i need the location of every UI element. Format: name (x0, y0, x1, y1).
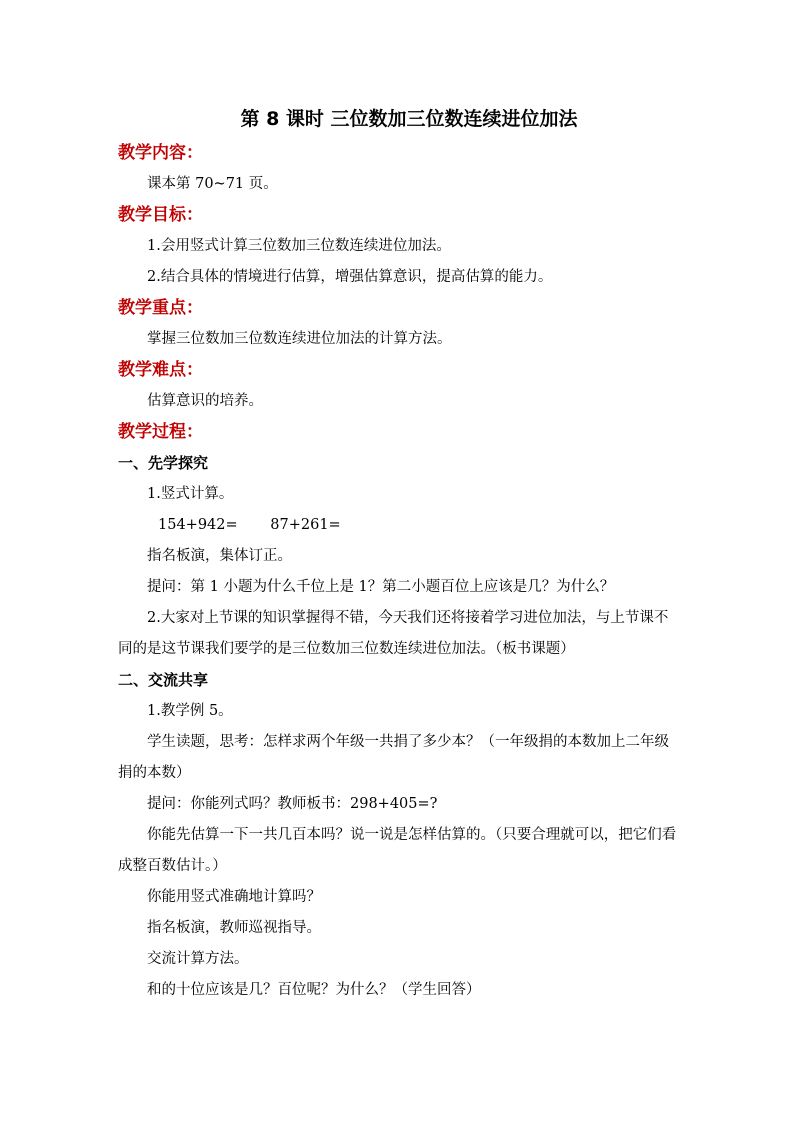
part1-line-1: 1.竖式计算。 (147, 486, 234, 502)
goal-item-2: 2.结合具体的情境进行估算，增强估算意识，提高估算的能力。 (147, 269, 553, 285)
key-text: 掌握三位数加三位数连续进位加法的计算方法。 (147, 331, 452, 347)
heading-process: 教学过程： (118, 422, 203, 442)
heading-content: 教学内容： (118, 143, 203, 163)
heading-key: 教学重点： (118, 298, 203, 318)
part2-line-4: 你能先估算一下一共几百本吗？说一说是怎样估算的。（只要合理就可以，把它们看成整百数估计。） (118, 827, 677, 874)
part2-line-5: 你能用竖式准确地计算吗？ (147, 889, 321, 905)
part1-title: 一、先学探究 (118, 454, 209, 472)
heading-goals: 教学目标： (118, 205, 203, 225)
part2-line-2: 学生读题，思考：怎样求两个年级一共捐了多少本？（一年级捐的本数加上二年级捐的本数） (118, 734, 669, 781)
equation-2: 87+261= (270, 517, 341, 533)
part1-line-3: 提问：第 1 小题为什么千位上是 1？第二小题百位上应该是几？为什么？ (147, 579, 615, 595)
part2-line-7: 交流计算方法。 (147, 951, 249, 967)
difficulty-text: 估算意识的培养。 (147, 393, 263, 409)
part2-line-8: 和的十位应该是几？百位呢？为什么？（学生回答） (147, 982, 481, 998)
content-text: 课本第 70~71 页。 (147, 176, 278, 192)
part1-line-2: 指名板演，集体订正。 (147, 548, 292, 564)
part2-line-3: 提问：你能列式吗？教师板书：298+405=? (147, 796, 438, 812)
part2-title: 二、交流共享 (118, 671, 209, 689)
heading-difficulty: 教学难点： (118, 360, 203, 380)
part2-line-1: 1.教学例 5。 (147, 703, 233, 719)
part2-line-6: 指名板演，教师巡视指导。 (147, 920, 321, 936)
equation-1: 154+942= (158, 517, 238, 533)
part1-line-4: 2.大家对上节课的知识掌握得不错，今天我们还将接着学习进位加法，与上节课不同的是这节课我们要学的是三位数加三位数连续进位加法。（板书课题） (118, 610, 669, 657)
goal-item-1: 1.会用竖式计算三位数加三位数连续进位加法。 (147, 238, 451, 254)
document-page (118, 100, 678, 1006)
lesson-title: 第 8 课时 三位数加三位数连续进位加法 (240, 108, 578, 130)
equation-row (118, 510, 678, 541)
